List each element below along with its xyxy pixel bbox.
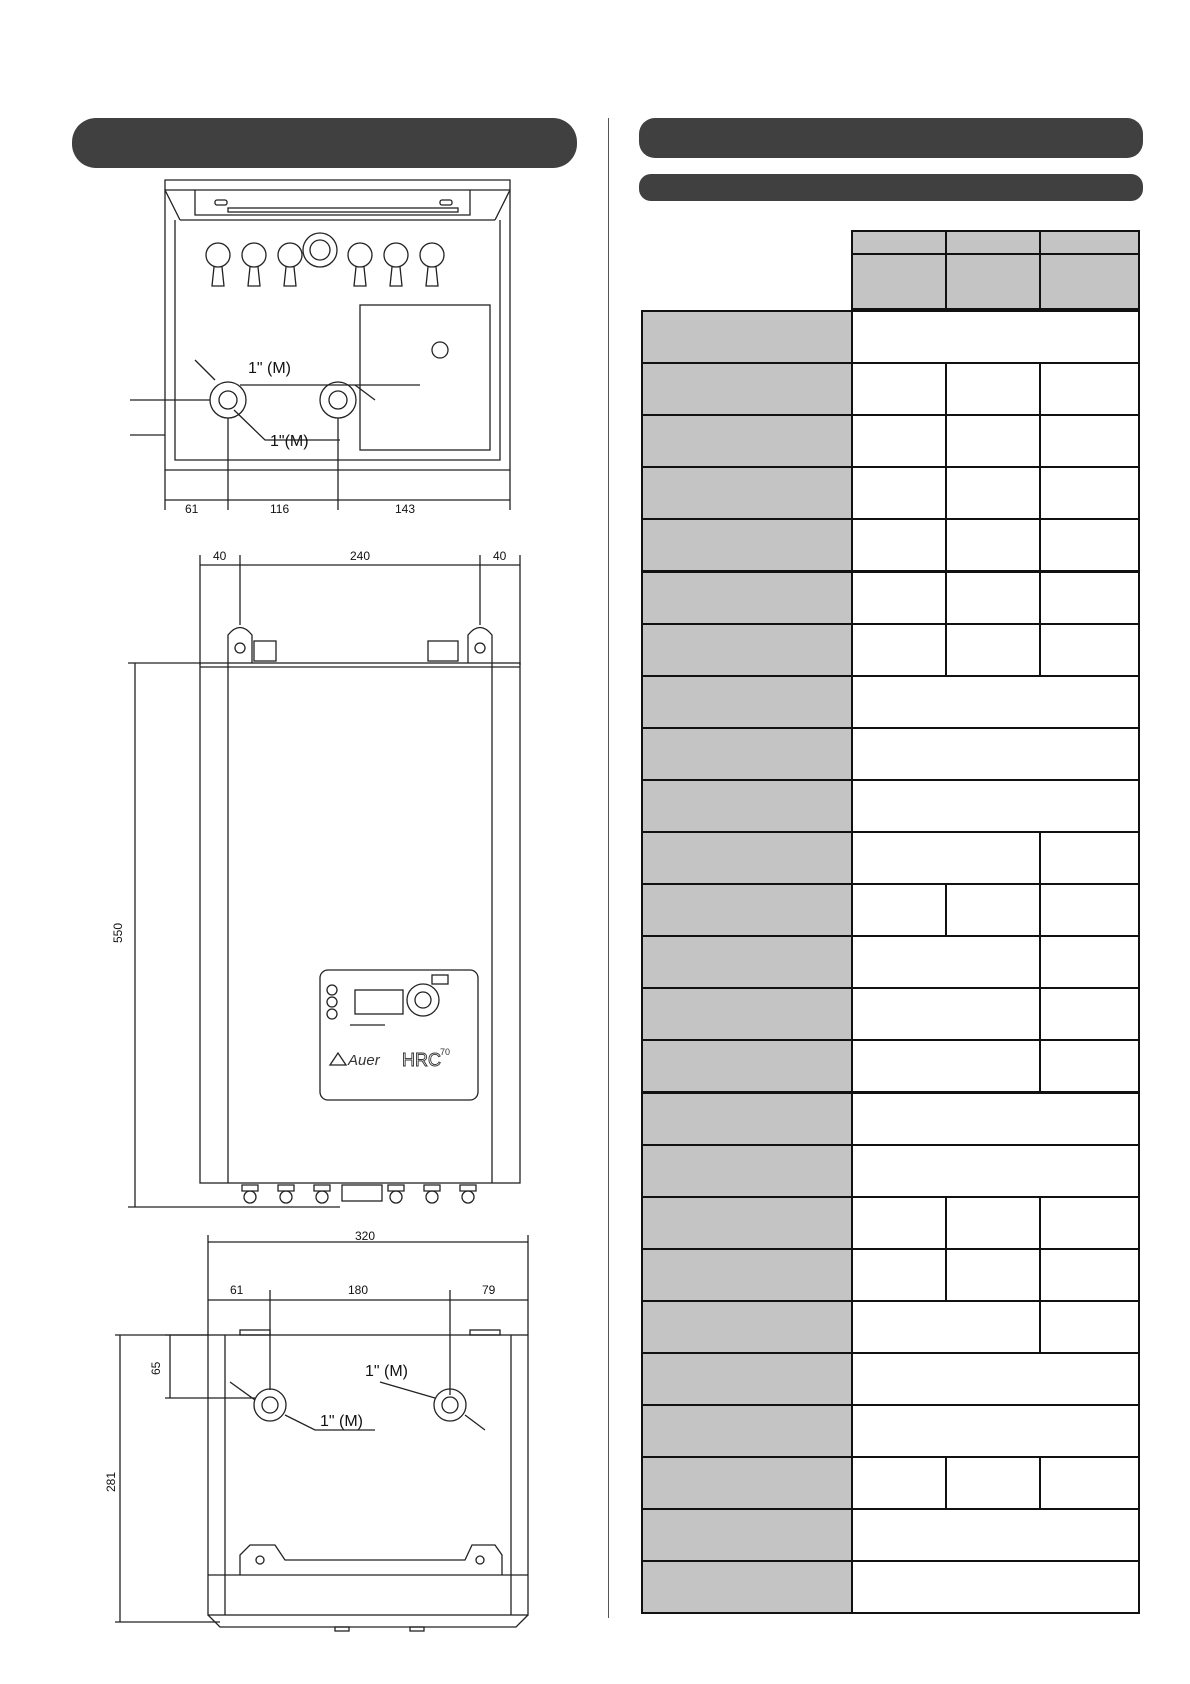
spec-row-label-cell <box>641 1560 853 1614</box>
header-col-3-top <box>1039 230 1140 255</box>
bottom-dim-3: 79 <box>482 1283 496 1297</box>
spec-row-label-cell <box>641 1039 853 1093</box>
spec-row-value-cell <box>1039 1300 1140 1354</box>
spec-row-value-cell <box>851 1404 1140 1458</box>
spec-row-label-cell <box>641 466 853 520</box>
spec-row <box>641 466 1140 520</box>
specs-header-bottom <box>641 253 1140 310</box>
spec-row-label-cell <box>641 1092 853 1146</box>
spec-row-value-cell <box>851 466 947 520</box>
front-height-dim: 550 <box>111 922 125 943</box>
spec-row <box>641 779 1140 833</box>
spec-row-value-cell <box>945 518 1041 572</box>
spec-row <box>641 623 1140 677</box>
spec-row-value-cell <box>1039 1248 1140 1302</box>
bottom-depth-dim-1: 65 <box>149 1361 163 1375</box>
spec-row-value-cell <box>851 1039 1041 1093</box>
spec-row-value-cell <box>1039 1456 1140 1510</box>
spec-row-label-cell <box>641 1144 853 1198</box>
right-subsection-header-bar <box>639 174 1143 201</box>
spec-row-value-cell <box>851 935 1041 989</box>
right-section-header-bar <box>639 118 1143 158</box>
spec-row-value-cell <box>851 1300 1041 1354</box>
spec-row-value-cell <box>945 883 1041 937</box>
specs-header-top <box>641 230 1140 255</box>
spec-row <box>641 1404 1140 1458</box>
spec-row <box>641 831 1140 885</box>
spec-row-label-cell <box>641 675 853 729</box>
spec-row-label-cell <box>641 310 853 364</box>
spec-row-value-cell <box>945 414 1041 468</box>
specs-table <box>641 230 1140 1611</box>
spec-row <box>641 1248 1140 1302</box>
spec-row-value-cell <box>1039 935 1140 989</box>
column-divider <box>608 118 609 1618</box>
spec-row-label-cell <box>641 831 853 885</box>
spec-row-value-cell <box>945 466 1041 520</box>
spec-row <box>641 571 1140 625</box>
spec-row <box>641 1560 1140 1614</box>
spec-row <box>641 1456 1140 1510</box>
header-col-1 <box>851 253 947 310</box>
spec-row-label-cell <box>641 1508 853 1562</box>
top-dim-2: 116 <box>270 502 290 516</box>
spec-row-value-cell <box>851 987 1041 1041</box>
spec-row-label-cell <box>641 623 853 677</box>
spec-row-label-cell <box>641 1456 853 1510</box>
spec-row-value-cell <box>851 1196 947 1250</box>
spec-row-value-cell <box>945 623 1041 677</box>
spec-row <box>641 310 1140 364</box>
spec-row-value-cell <box>1039 1039 1140 1093</box>
bottom-view-drawing <box>104 1229 540 1630</box>
spec-row-value-cell <box>851 571 947 625</box>
panel-model-superscript: 70 <box>440 1047 451 1057</box>
spec-row-value-cell <box>851 779 1140 833</box>
spec-row-label-cell <box>641 1352 853 1406</box>
spec-row-label-cell <box>641 362 853 416</box>
spec-row-value-cell <box>945 1248 1041 1302</box>
spec-row-value-cell <box>945 362 1041 416</box>
bottom-dim-1: 61 <box>230 1283 244 1297</box>
spec-row-value-cell <box>1039 518 1140 572</box>
bottom-conn-label-right: 1" (M) <box>365 1363 409 1380</box>
spec-row-value-cell <box>945 571 1041 625</box>
spec-row <box>641 727 1140 781</box>
spec-row <box>641 1508 1140 1562</box>
spec-row-value-cell <box>851 310 1140 364</box>
front-dim-left: 40 <box>213 549 227 563</box>
spec-row-value-cell <box>851 831 1041 885</box>
bottom-overall-width: 320 <box>355 1229 376 1243</box>
spec-row-label-cell <box>641 518 853 572</box>
spec-row-value-cell <box>851 1456 947 1510</box>
spec-row-value-cell <box>851 1092 1140 1146</box>
spec-row-value-cell <box>851 1352 1140 1406</box>
header-col-1-top <box>851 230 947 255</box>
spec-row-label-cell <box>641 1404 853 1458</box>
spec-row-value-cell <box>851 727 1140 781</box>
spec-row-value-cell <box>1039 883 1140 937</box>
spec-row <box>641 987 1140 1041</box>
spec-row-value-cell <box>945 1196 1041 1250</box>
spec-row <box>641 518 1140 572</box>
spec-row-value-cell <box>851 1508 1140 1562</box>
spec-row <box>641 1144 1140 1198</box>
spec-row-value-cell <box>851 518 947 572</box>
spec-row <box>641 1196 1140 1250</box>
spec-row-label-cell <box>641 883 853 937</box>
spec-row-value-cell <box>851 675 1140 729</box>
spec-row-value-cell <box>1039 1196 1140 1250</box>
bottom-conn-label-left: 1" (M) <box>320 1413 364 1430</box>
spec-row-value-cell <box>851 362 947 416</box>
spec-row-value-cell <box>851 1248 947 1302</box>
spec-row <box>641 1300 1140 1354</box>
spec-row-label-cell <box>641 1248 853 1302</box>
spec-row-label-cell <box>641 571 853 625</box>
spec-row-value-cell <box>1039 831 1140 885</box>
spec-row-value-cell <box>851 623 947 677</box>
spec-row <box>641 1039 1140 1093</box>
spec-row-value-cell <box>1039 987 1140 1041</box>
spec-row-label-cell <box>641 414 853 468</box>
spec-row-value-cell <box>945 1456 1041 1510</box>
top-conn-label-2: 1"(M) <box>270 433 309 450</box>
spec-row-value-cell <box>851 414 947 468</box>
spec-row <box>641 1352 1140 1406</box>
front-view-drawing <box>110 545 550 1225</box>
spec-row-value-cell <box>1039 623 1140 677</box>
spec-row-value-cell <box>851 1144 1140 1198</box>
spec-row-value-cell <box>851 883 947 937</box>
spec-row-value-cell <box>851 1560 1140 1614</box>
top-dim-1: 61 <box>185 502 199 516</box>
header-col-2-top <box>945 230 1041 255</box>
top-view-drawing <box>120 180 520 525</box>
spec-row <box>641 675 1140 729</box>
spec-row-label-cell <box>641 1196 853 1250</box>
spec-row-label-cell <box>641 727 853 781</box>
spec-row-value-cell <box>1039 414 1140 468</box>
spec-row <box>641 883 1140 937</box>
bottom-dim-2: 180 <box>348 1283 369 1297</box>
spec-row-value-cell <box>1039 362 1140 416</box>
header-col-2 <box>945 253 1041 310</box>
top-conn-label-1: 1" (M) <box>248 360 292 377</box>
spec-row-label-cell <box>641 1300 853 1354</box>
spec-row-label-cell <box>641 987 853 1041</box>
spec-row-label-cell <box>641 779 853 833</box>
spec-row-label-cell <box>641 935 853 989</box>
header-col-3 <box>1039 253 1140 310</box>
spec-row-value-cell <box>1039 571 1140 625</box>
spec-row-value-cell <box>1039 466 1140 520</box>
front-dim-center: 240 <box>350 549 371 563</box>
front-dim-right: 40 <box>493 549 507 563</box>
left-section-header-bar <box>72 118 577 168</box>
panel-model-text: HRC <box>402 1050 441 1070</box>
top-dim-3: 143 <box>395 502 416 516</box>
panel-logo-text: Auer <box>348 1052 380 1069</box>
spec-row <box>641 414 1140 468</box>
spec-row <box>641 362 1140 416</box>
spec-row <box>641 1092 1140 1146</box>
spec-row <box>641 935 1140 989</box>
bottom-depth-dim-2: 281 <box>104 1471 118 1492</box>
